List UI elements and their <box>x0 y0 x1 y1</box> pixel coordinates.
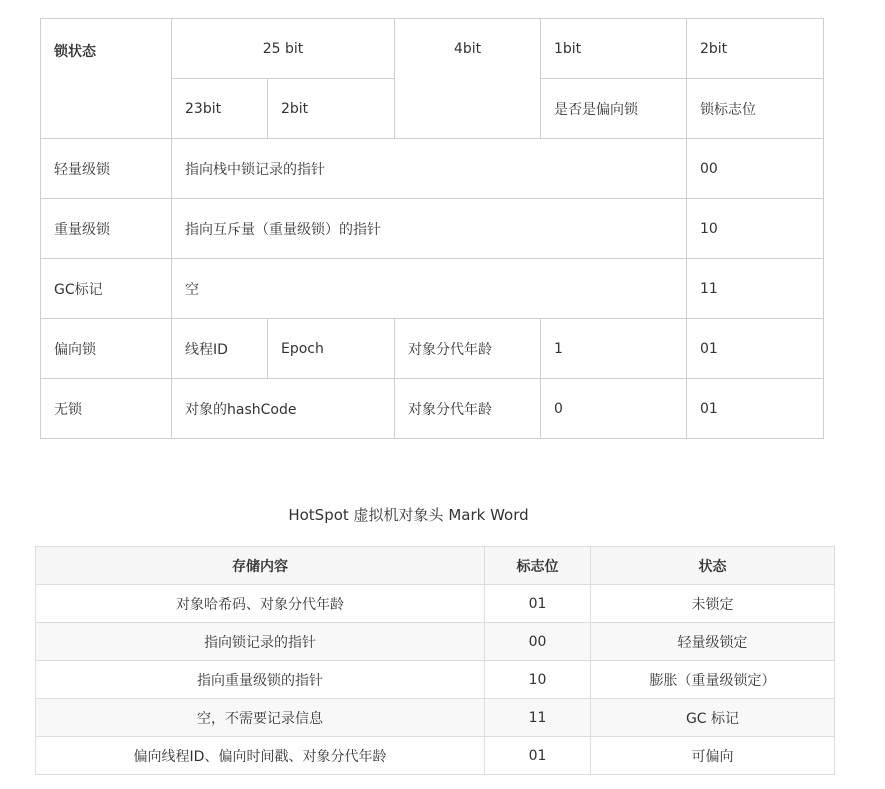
table-header-row <box>36 547 835 585</box>
state-cell: 未锁定 <box>591 585 835 623</box>
header-23bit: 23bit <box>172 79 268 139</box>
flag-cell: 01 <box>485 585 591 623</box>
biased-cell: 0 <box>541 379 687 439</box>
column-header: 状态 <box>591 547 835 585</box>
content-cell: 指向锁记录的指针 <box>36 623 485 661</box>
table-row <box>36 699 835 737</box>
table-row <box>36 585 835 623</box>
header-2bit: 2bit <box>687 19 824 79</box>
column-header: 存储内容 <box>36 547 485 585</box>
row-state: 重量级锁 <box>41 199 172 259</box>
table-row <box>41 199 824 259</box>
state-cell: 可偏向 <box>591 737 835 775</box>
row-state: 无锁 <box>41 379 172 439</box>
header-biased-flag: 是否是偏向锁 <box>541 79 687 139</box>
table-row <box>41 319 824 379</box>
flag-cell: 11 <box>485 699 591 737</box>
row-state: GC标记 <box>41 259 172 319</box>
state-cell: GC 标记 <box>591 699 835 737</box>
hashcode-cell: 对象的hashCode <box>172 379 395 439</box>
header-lock-flag: 锁标志位 <box>687 79 824 139</box>
header-lock-state: 锁状态 <box>41 19 172 139</box>
mark-word-bit-layout-table <box>40 18 824 439</box>
age-cell: 对象分代年龄 <box>395 379 541 439</box>
header-1bit: 1bit <box>541 19 687 79</box>
row-state: 轻量级锁 <box>41 139 172 199</box>
row-content: 指向互斥量（重量级锁）的指针 <box>172 199 687 259</box>
row-content: 空 <box>172 259 687 319</box>
row-flag: 00 <box>687 139 824 199</box>
table-row <box>41 139 824 199</box>
row-flag: 11 <box>687 259 824 319</box>
content-cell: 偏向线程ID、偏向时间戳、对象分代年龄 <box>36 737 485 775</box>
content-cell: 空，不需要记录信息 <box>36 699 485 737</box>
epoch-cell: Epoch <box>268 319 395 379</box>
header-2bit-sub: 2bit <box>268 79 395 139</box>
row-content: 指向栈中锁记录的指针 <box>172 139 687 199</box>
table-row <box>41 259 824 319</box>
biased-cell: 1 <box>541 319 687 379</box>
content-cell: 指向重量级锁的指针 <box>36 661 485 699</box>
flag-cell: 10 <box>485 661 591 699</box>
state-cell: 膨胀（重量级锁定） <box>591 661 835 699</box>
row-flag: 01 <box>687 379 824 439</box>
table-caption: HotSpot 虚拟机对象头 Mark Word <box>288 506 529 524</box>
content-cell: 对象哈希码、对象分代年龄 <box>36 585 485 623</box>
column-header: 标志位 <box>485 547 591 585</box>
row-state: 偏向锁 <box>41 319 172 379</box>
flag-cell: 00 <box>485 623 591 661</box>
table-row <box>36 737 835 775</box>
age-cell: 对象分代年龄 <box>395 319 541 379</box>
row-flag: 01 <box>687 319 824 379</box>
mark-word-summary-table <box>35 546 835 775</box>
thread-id-cell: 线程ID <box>172 319 268 379</box>
row-flag: 10 <box>687 199 824 259</box>
state-cell: 轻量级锁定 <box>591 623 835 661</box>
table-row <box>36 661 835 699</box>
table-row <box>41 379 824 439</box>
flag-cell: 01 <box>485 737 591 775</box>
header-4bit: 4bit <box>395 19 541 139</box>
table-row <box>36 623 835 661</box>
header-25bit: 25 bit <box>172 19 395 79</box>
